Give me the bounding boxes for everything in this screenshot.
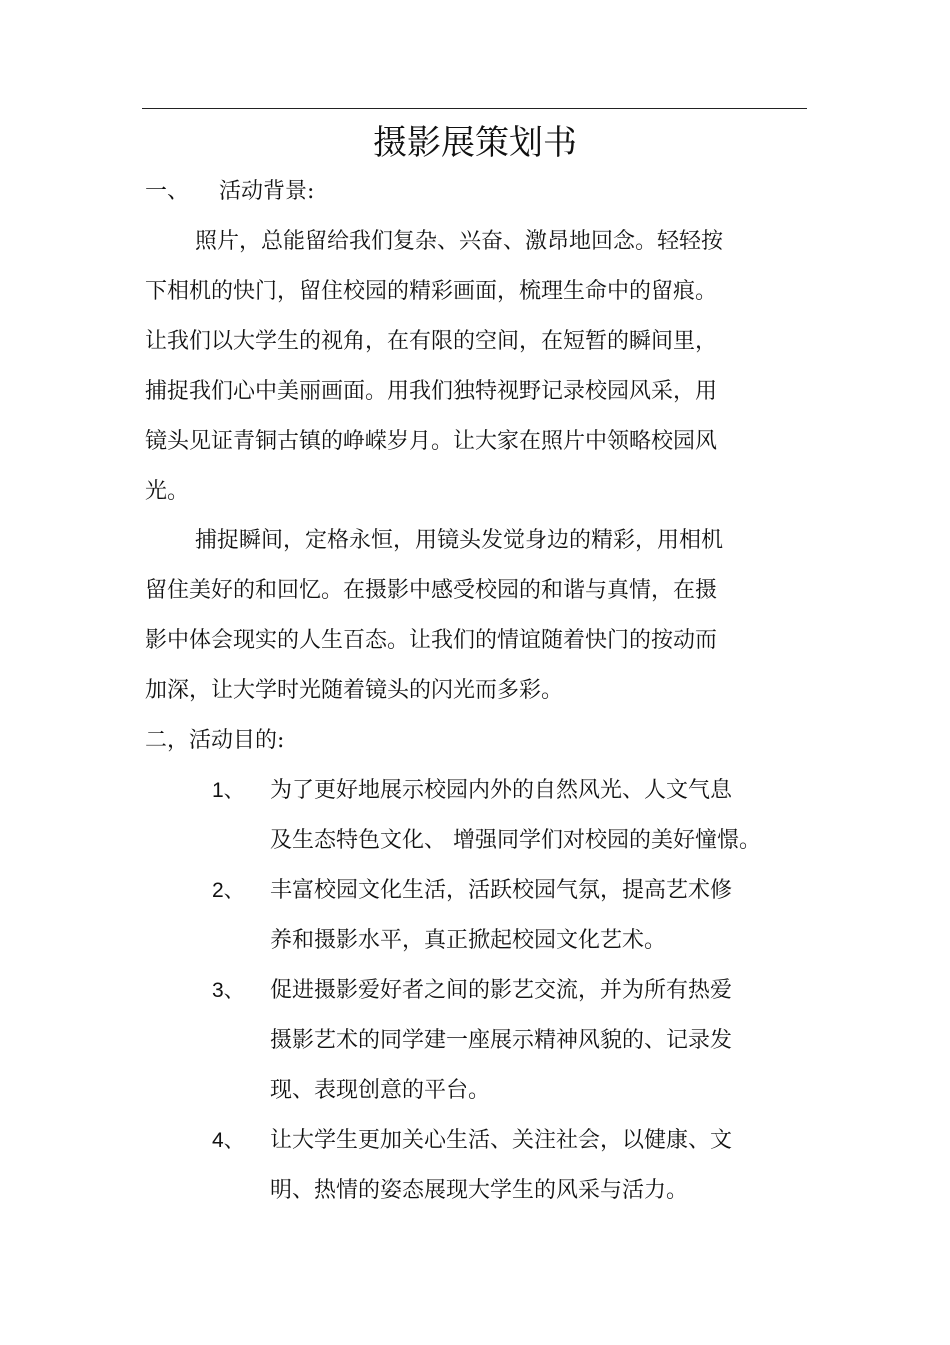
paragraph-line: 加深，让大学时光随着镜头的闪光而多彩。 <box>145 678 564 703</box>
list-item-line: 让大学生更加关心生活、关注社会，以健康、文 <box>270 1128 733 1153</box>
paragraph-line: 光。 <box>145 479 190 504</box>
list-number: 1、 <box>212 779 245 802</box>
list-item-line: 养和摄影水平，真正掀起校园文化艺术。 <box>270 928 667 953</box>
list-item-line: 摄影艺术的同学建一座展示精神风貌的、记录发 <box>270 1028 733 1053</box>
list-item-line: 促进摄影爱好者之间的影艺交流，并为所有热爱 <box>270 978 733 1003</box>
list-number: 3、 <box>212 979 245 1002</box>
section-title: 活动背景: <box>219 179 315 204</box>
list-item-line: 及生态特色文化、 增强同学们对校园的美好憧憬。 <box>270 828 761 853</box>
paragraph-line: 下相机的快门，留住校园的精彩画面，梳理生命中的留痕。 <box>145 279 718 304</box>
section-number: 一、 <box>145 179 190 204</box>
list-item-line: 明、热情的姿态展现大学生的风采与活力。 <box>270 1178 689 1203</box>
list-number: 4、 <box>212 1129 245 1152</box>
paragraph-line: 捕捉瞬间，定格永恒，用镜头发觉身边的精彩，用相机 <box>195 528 724 553</box>
paragraph-line: 照片，总能留给我们复杂、兴奋、激昂地回念。轻轻按 <box>195 229 724 254</box>
list-item-line: 现、表现创意的平台。 <box>270 1078 491 1103</box>
list-item-line: 丰富校园文化生活，活跃校园气氛，提高艺术修 <box>270 878 733 903</box>
paragraph-line: 镜头见证青铜古镇的峥嵘岁月。让大家在照片中领略校园风 <box>145 429 718 454</box>
paragraph-line: 让我们以大学生的视角，在有限的空间，在短暂的瞬间里， <box>145 329 718 354</box>
section-heading-background <box>145 177 314 207</box>
paragraph-line: 捕捉我们心中美丽画面。用我们独特视野记录校园风采，用 <box>145 379 718 404</box>
paragraph-line: 影中体会现实的人生百态。让我们的情谊随着快门的按动而 <box>145 628 718 653</box>
header-rule <box>142 108 807 109</box>
paragraph-line: 留住美好的和回忆。在摄影中感受校园的和谐与真情，在摄 <box>145 578 718 603</box>
list-number: 2、 <box>212 879 245 902</box>
page-title: 摄影展策划书 <box>373 123 577 163</box>
list-item-line: 为了更好地展示校园内外的自然风光、人文气息 <box>270 778 733 803</box>
section-heading-purpose: 二，活动目的: <box>145 728 285 753</box>
